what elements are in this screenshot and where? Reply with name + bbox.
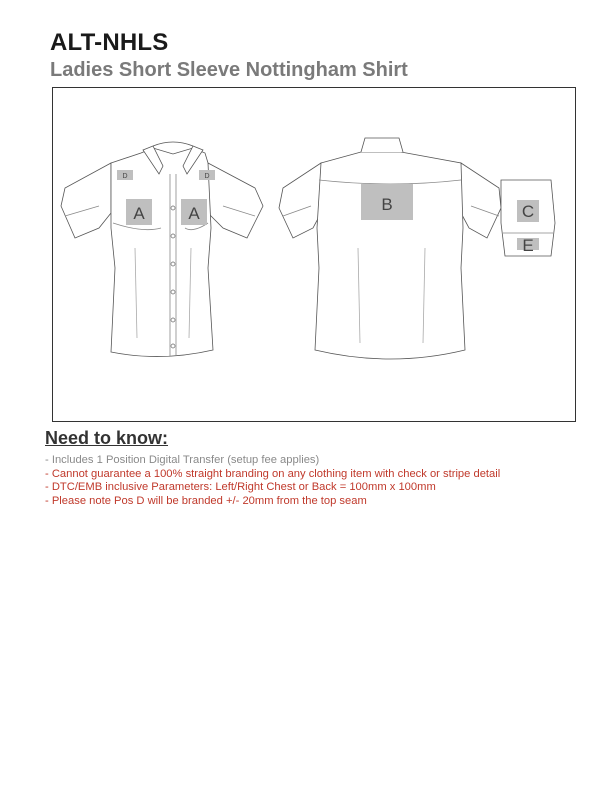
- position-d-right-label: D: [204, 173, 210, 180]
- note-item: - DTC/EMB inclusive Parameters: Left/Right Chest or Back = 100mm x 100mm: [45, 481, 436, 494]
- product-name: Ladies Short Sleeve Nottingham Shirt: [50, 59, 408, 81]
- note-item: - Please note Pos D will be branded +/- 20mm from the top seam: [45, 494, 367, 507]
- note-item: - Includes 1 Position Digital Transfer (setup fee applies): [45, 454, 320, 466]
- branding-diagram: [52, 87, 576, 422]
- position-e-label: E: [522, 236, 534, 255]
- note-item: - Cannot guarantee a 100% straight branding on any clothing item with check or stripe detail: [45, 467, 501, 480]
- product-code: ALT-NHLS: [50, 29, 169, 56]
- need-to-know-list: [45, 454, 500, 508]
- position-a-left-label: A: [133, 204, 145, 223]
- position-d-left-label: D: [122, 173, 128, 180]
- shirt-back: [279, 138, 501, 359]
- position-c-label: C: [521, 202, 535, 221]
- shirt-front: [61, 142, 263, 357]
- need-to-know-heading: Need to know:: [45, 428, 169, 448]
- position-b-label: B: [381, 195, 393, 214]
- position-a-right-label: A: [188, 204, 200, 223]
